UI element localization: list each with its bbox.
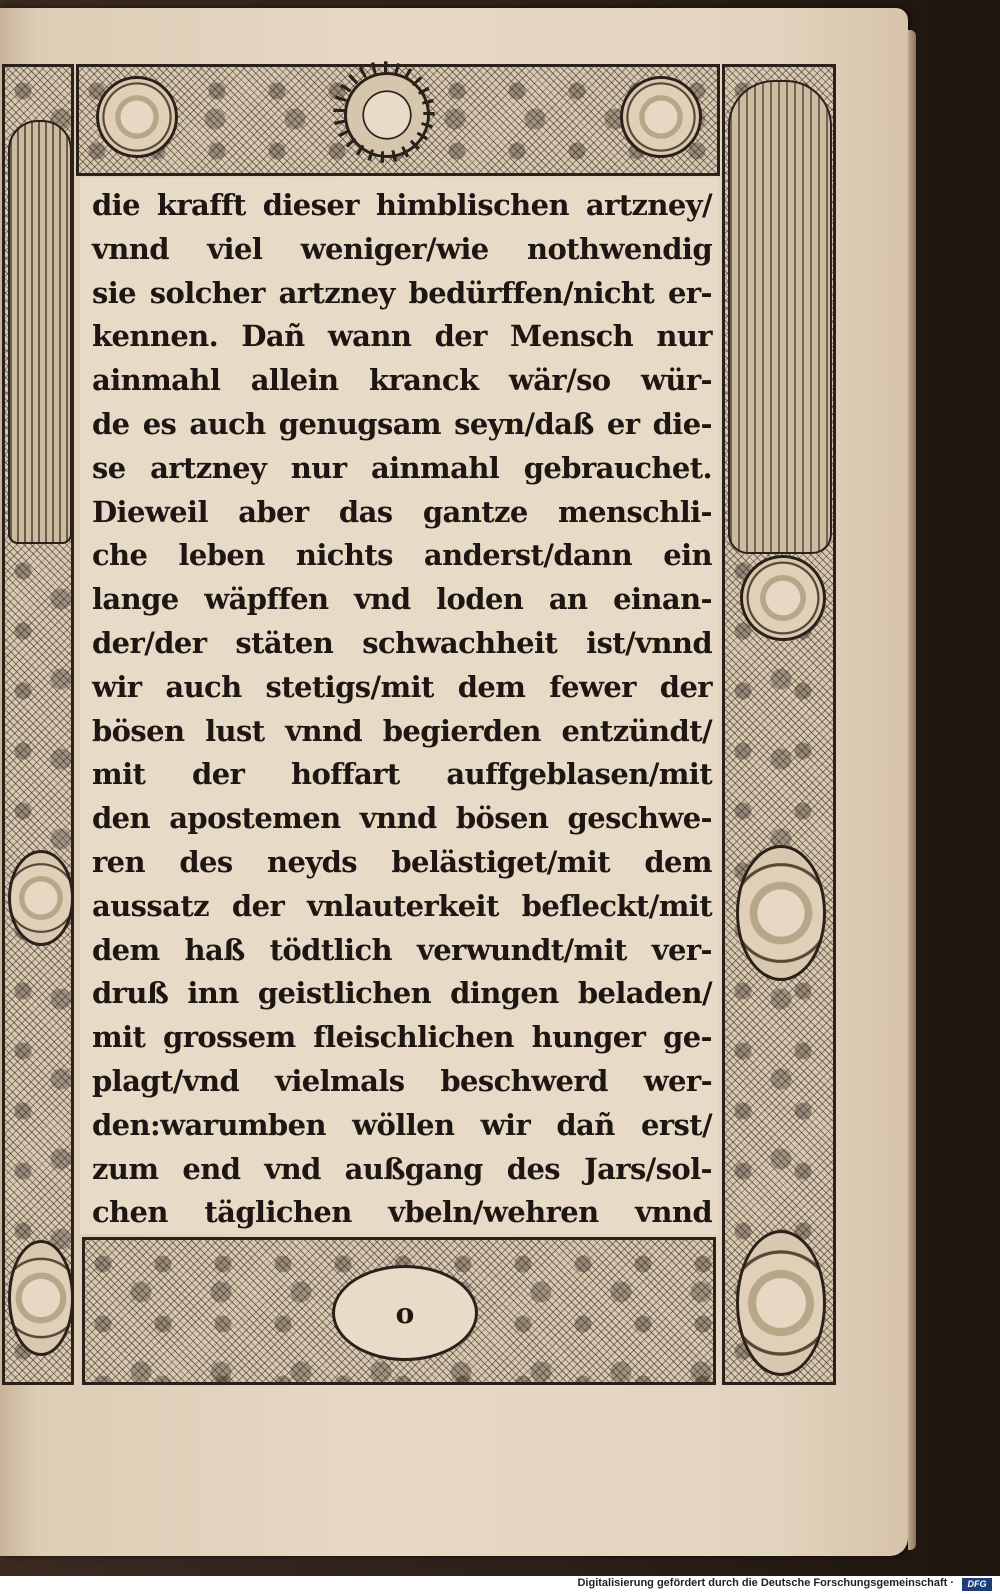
- rosette-ornament-left-bottom: [8, 1240, 74, 1356]
- text-line: Dieweil aber das gantze menschli-: [92, 494, 712, 529]
- medallion-ornament-right-upper: [740, 555, 826, 641]
- rosette-ornament-right-bottom: [736, 1230, 826, 1376]
- text-line: den:warumben wöllen wir dañ erst/: [92, 1107, 712, 1142]
- text-line: die krafft dieser himblischen artzney/: [92, 188, 712, 222]
- text-line: che leben nichts anderst/dann ein: [92, 538, 712, 573]
- text-line: aussatz der vnlauterkeit befleckt/mit: [92, 888, 712, 923]
- text-line: kennen. Dañ wann der Mensch nur: [92, 319, 712, 354]
- text-line: chen täglichen vbeln/wehren vnnd: [92, 1195, 712, 1230]
- page-text: [92, 184, 712, 1235]
- text-line: plagt/vnd vielmals beschwerd wer-: [92, 1063, 712, 1098]
- sun-face-ornament: [344, 72, 430, 158]
- signature-cartouche: [332, 1265, 478, 1361]
- text-line: de es auch genugsam seyn/daß er die-: [92, 406, 712, 441]
- signature-mark: o: [395, 1296, 415, 1330]
- text-line: vnnd viel weniger/wie nothwendig: [92, 231, 712, 266]
- rosette-ornament-top-left: [96, 76, 178, 158]
- page-edge: [908, 30, 916, 1550]
- footer-credit: Digitalisierung gefördert durch die Deutsche Forschungsgemeinschaft ·: [577, 1577, 954, 1589]
- text-line: mit grossem fleischlichen hunger ge-: [92, 1020, 712, 1055]
- saint-figure-left: [8, 120, 72, 544]
- text-line: wir auch stetigs/mit dem fewer der: [92, 669, 712, 704]
- text-line: se artzney nur ainmahl gebrauchet.: [92, 450, 712, 485]
- dfg-logo: DFG: [962, 1578, 992, 1591]
- text-line: dem haß tödtlich verwundt/mit ver-: [92, 932, 712, 967]
- text-line: mit der hoffart auffgeblasen/mit: [92, 757, 712, 792]
- text-line: sie solcher artzney bedürffen/nicht er-: [92, 275, 712, 310]
- rosette-ornament-right-middle: [736, 845, 826, 981]
- text-line: den apostemen vnnd bösen geschwe-: [92, 801, 712, 836]
- rosette-ornament-top-right: [620, 76, 702, 158]
- text-line: bösen lust vnnd begierden entzündt/: [92, 713, 712, 748]
- text-line: zum end vnd außgang des Jars/sol-: [92, 1151, 712, 1186]
- text-line: lange wäpffen vnd loden an einan-: [92, 582, 712, 617]
- text-line: druß inn geistlichen dingen beladen/: [92, 976, 712, 1011]
- text-line: ren des neyds belästiget/mit dem: [92, 844, 712, 879]
- rosette-ornament-left-middle: [8, 850, 74, 946]
- saint-figure-right: [728, 80, 832, 554]
- text-line: ainmahl allein kranck wär/so wür-: [92, 363, 712, 398]
- text-line: der/der stäten schwachheit ist/vnnd: [92, 625, 712, 660]
